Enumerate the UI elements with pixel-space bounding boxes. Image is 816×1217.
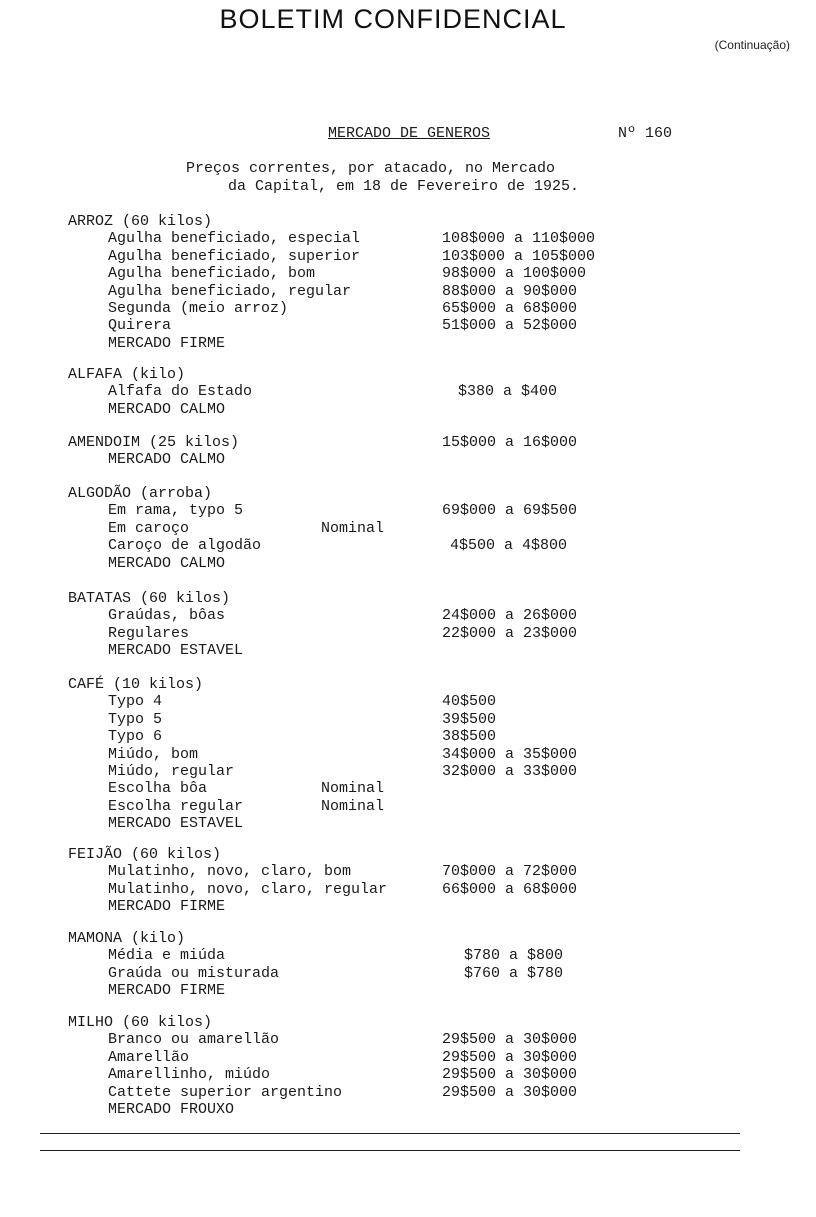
item-price: 29$500 a 30$000	[442, 1031, 578, 1049]
item-name: Typo 5	[108, 710, 163, 728]
list-item	[68, 798, 768, 815]
item-name: Regulares	[108, 624, 190, 642]
item-name: Miúdo, regular	[108, 762, 235, 780]
market-status: MERCADO FROUXO	[108, 1100, 235, 1118]
list-item	[68, 502, 768, 519]
section-amendoim	[68, 434, 768, 469]
item-price: $760 a $780	[464, 964, 564, 982]
list-item	[68, 383, 768, 400]
list-item	[68, 537, 768, 554]
item-name: Caroço de algodão	[108, 537, 262, 555]
bulletin-title: BOLETIM CONFIDENCIAL	[219, 4, 567, 34]
item-price: 66$000 a 68$000	[442, 880, 578, 898]
item-name: Amarellinho, miúdo	[108, 1066, 271, 1084]
section-algodao	[68, 485, 768, 572]
item-name: Agulha beneficiado, bom	[108, 265, 316, 283]
list-item	[68, 625, 768, 642]
section-title: CAFÉ (10 kilos)	[68, 676, 204, 693]
item-price: 88$000 a 90$000	[442, 282, 578, 300]
list-item	[68, 1066, 768, 1083]
item-name: Agulha beneficiado, superior	[108, 247, 361, 265]
item-note: Nominal	[321, 797, 385, 815]
page-heading: MERCADO DE GENEROS	[328, 125, 491, 142]
list-item	[68, 965, 768, 982]
item-name: Amarellão	[108, 1048, 190, 1066]
section-alfafa	[68, 366, 768, 418]
item-name: Cattete superior argentino	[108, 1083, 343, 1101]
item-name: Agulha beneficiado, regular	[108, 282, 352, 300]
divider-rule	[40, 1133, 740, 1134]
list-item	[68, 693, 768, 710]
section-milho	[68, 1014, 768, 1118]
section-title-row	[68, 434, 768, 451]
list-item	[68, 746, 768, 763]
item-price: 65$000 a 68$000	[442, 299, 578, 317]
section-title: ARROZ (60 kilos)	[68, 213, 213, 230]
item-price: 69$000 a 69$500	[442, 502, 578, 520]
item-name: Em rama, typo 5	[108, 502, 244, 520]
item-name: Escolha bôa	[108, 780, 208, 798]
continuation-label: (Continuação)	[714, 38, 790, 52]
intro-line-1: Preços correntes, por atacado, no Mercado	[186, 160, 556, 177]
list-item	[68, 230, 768, 247]
section-title: FEIJÃO (60 kilos)	[68, 846, 222, 863]
item-price: 103$000 a 105$000	[442, 247, 596, 265]
market-status: MERCADO ESTAVEL	[108, 642, 244, 660]
item-price: $380 a $400	[458, 383, 558, 401]
section-title: MAMONA (kilo)	[68, 930, 186, 947]
list-item	[68, 881, 768, 898]
list-item	[68, 763, 768, 780]
list-item	[68, 607, 768, 624]
item-name: Graúda ou misturada	[108, 964, 280, 982]
section-feijao	[68, 846, 768, 916]
item-price: 38$500	[442, 728, 497, 746]
item-name: Média e miúda	[108, 947, 226, 965]
item-price: 29$500 a 30$000	[442, 1048, 578, 1066]
market-status: MERCADO CALMO	[108, 400, 226, 418]
item-price: 4$500 a 4$800	[450, 537, 568, 555]
item-price: 22$000 a 23$000	[442, 624, 578, 642]
market-status: MERCADO CALMO	[108, 554, 226, 572]
list-item	[68, 1049, 768, 1066]
item-name: Alfafa do Estado	[108, 383, 253, 401]
item-name: Graúdas, bôas	[108, 607, 226, 625]
intro-line-2: da Capital, em 18 de Fevereiro de 1925.	[228, 178, 580, 195]
market-status: MERCADO CALMO	[108, 451, 226, 469]
market-status: MERCADO FIRME	[108, 982, 226, 1000]
item-price: 15$000 a 16$000	[442, 434, 578, 451]
item-name: Mulatinho, novo, claro, regular	[108, 880, 388, 898]
item-price: 40$500	[442, 693, 497, 711]
item-price: 39$500	[442, 710, 497, 728]
section-title: ALGODÃO (arroba)	[68, 485, 213, 502]
list-item	[68, 317, 768, 334]
list-item	[68, 265, 768, 282]
item-price: $780 a $800	[464, 947, 564, 965]
list-item	[68, 300, 768, 317]
list-item	[68, 1084, 768, 1101]
item-price: 34$000 a 35$000	[442, 745, 578, 763]
item-name: Segunda (meio arroz)	[108, 299, 289, 317]
list-item	[68, 711, 768, 728]
item-price: 24$000 a 26$000	[442, 607, 578, 625]
section-mamona	[68, 930, 768, 1000]
section-arroz	[68, 213, 768, 352]
item-price: 29$500 a 30$000	[442, 1066, 578, 1084]
item-price: 32$000 a 33$000	[442, 762, 578, 780]
divider-rule	[40, 1150, 740, 1151]
section-batatas	[68, 590, 768, 660]
list-item	[68, 780, 768, 797]
market-status: MERCADO ESTAVEL	[108, 815, 244, 833]
list-item	[68, 947, 768, 964]
item-name: Miúdo, bom	[108, 745, 199, 763]
item-name: Typo 6	[108, 728, 163, 746]
bulletin-number: Nº 160	[618, 125, 673, 142]
item-price: 29$500 a 30$000	[442, 1083, 578, 1101]
market-status: MERCADO FIRME	[108, 334, 226, 352]
list-item	[68, 728, 768, 745]
list-item	[68, 283, 768, 300]
section-title: AMENDOIM (25 kilos)	[68, 434, 240, 451]
intro-text	[186, 160, 579, 196]
section-title: BATATAS (60 kilos)	[68, 590, 231, 607]
item-name: Quirera	[108, 317, 172, 335]
section-title: MILHO (60 kilos)	[68, 1014, 213, 1031]
item-name: Branco ou amarellão	[108, 1031, 280, 1049]
item-price: 98$000 a 100$000	[442, 265, 587, 283]
item-note: Nominal	[321, 780, 385, 798]
item-price: 70$000 a 72$000	[442, 863, 578, 881]
item-name: Agulha beneficiado, especial	[108, 230, 361, 248]
list-item	[68, 863, 768, 880]
list-item	[68, 1031, 768, 1048]
section-cafe	[68, 676, 768, 833]
list-item	[68, 248, 768, 265]
list-item	[68, 520, 768, 537]
item-price: 108$000 a 110$000	[442, 230, 596, 248]
market-status: MERCADO FIRME	[108, 898, 226, 916]
item-name: Escolha regular	[108, 797, 244, 815]
item-name: Mulatinho, novo, claro, bom	[108, 863, 352, 881]
section-title: ALFAFA (kilo)	[68, 366, 186, 383]
item-price: 51$000 a 52$000	[442, 317, 578, 335]
item-name: Typo 4	[108, 693, 163, 711]
item-name: Em caroço	[108, 519, 190, 537]
item-note: Nominal	[321, 519, 385, 537]
